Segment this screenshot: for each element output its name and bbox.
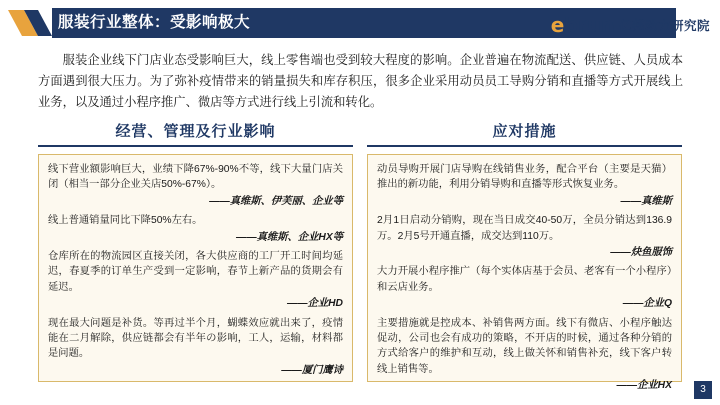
- column-right: [367, 120, 682, 392]
- source-attribution: ——厦门鹰诗: [281, 364, 343, 376]
- logo-mark-rest: brun: [563, 13, 614, 37]
- list-item: 主要措施就是控成本、补销售两方面。线下有微店、小程序触达促动，公司也会有成功的策略，不开店的时候，通过各种分销的方式给客户的维护和互动，线上做关怀和销售补充，线下客户转线上销售等。: [377, 317, 672, 375]
- column-right-box: [367, 154, 682, 392]
- column-left: [38, 120, 353, 382]
- source-attribution: ——企业Q: [622, 298, 672, 310]
- list-item: 现在最大问题是补货。等再过半个月，蝴蝶效应就出来了，疫情能在二月解除，供应链都会有半年の影响，工人，运输，材料都是问题。: [48, 317, 343, 360]
- list-item: 线下营业额影响巨大，业绩下降67%-90%不等，线下大量门店关闭（相当一部分企业关店50%-67%）。: [48, 164, 343, 191]
- source-attribution: ——真维斯、企业HX等: [236, 231, 343, 243]
- column-left-divider: [38, 145, 353, 147]
- column-right-divider: [367, 145, 682, 147]
- page-number-badge: 3: [694, 381, 712, 399]
- brand-logo: [551, 13, 710, 37]
- source-attribution: ——炔鱼服饰: [610, 247, 672, 259]
- content-columns: [38, 120, 683, 392]
- column-left-title: 经营、管理及行业影响: [115, 123, 276, 140]
- list-item: 大力开展小程序推广（每个实体店基于会员、老客有一个小程序）和云店业务。: [377, 266, 672, 293]
- list-item: 仓库所在的物流园区直接关闭，各大供应商的工厂开工时间均延迟，春夏季的订单生产受到一定影响，春节上新产品的货期会有延迟。: [48, 251, 343, 293]
- column-left-box: [38, 154, 353, 382]
- page-title: 服装行业整体：受影响极大: [58, 14, 251, 31]
- chevron-accent-icon: [8, 8, 52, 38]
- logo-mark: [551, 13, 614, 37]
- logo-text: 亿邦动力研究院: [618, 19, 710, 33]
- list-item: 线上普通销量同比下降50%左右。: [48, 215, 203, 227]
- logo-mark-accent: e: [550, 13, 564, 37]
- list-item: 动员导购开展门店导购在线销售业务，配合平台（主要是天猫）推出的新功能，利用分销导购和直播等形式恢复业务。: [377, 164, 672, 191]
- source-attribution: ——真维斯: [620, 195, 672, 207]
- source-attribution: ——企业HD: [286, 298, 343, 310]
- source-attribution: ——真维斯、伊芙丽、企业等: [209, 195, 343, 207]
- list-item: 2月1日启动分销购，现在当日成交40-50万，全员分销达到136.9万。2月5号开通直播，成交达到110万。: [377, 215, 672, 242]
- source-attribution: ——企业HX: [616, 380, 672, 392]
- intro-paragraph: 服装企业线下门店业态受影响巨大，线上零售端也受到较大程度的影响。企业普遍在物流配送、供应链、人员成本方面遇到很大压力。为了弥补疫情带来的销量损失和库存积压，很多企业采用动员员工导购分销和直播等方式开展线上业务，以及通过小程序推广、微店等方式进行线上引流和转化。: [38, 53, 683, 109]
- column-right-title: 应对措施: [492, 123, 557, 140]
